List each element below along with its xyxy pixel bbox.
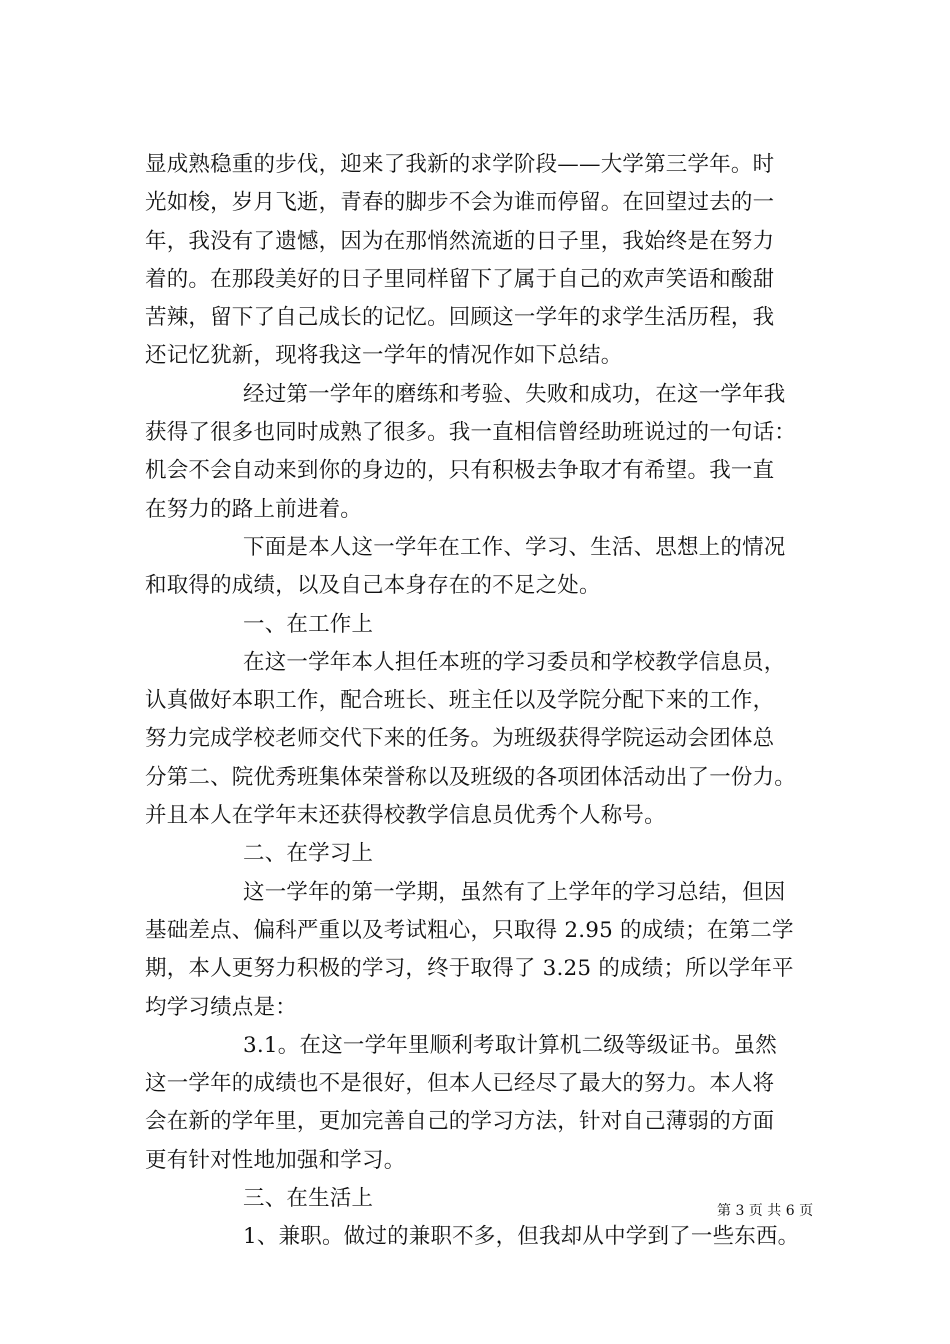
- text-line: 机会不会自动来到你的身边的，只有积极去争取才有希望。我一直: [145, 458, 775, 484]
- text-line: 在这一学年本人担任本班的学习委员和学校教学信息员，: [243, 649, 786, 675]
- text-line: 会在新的学年里，更加完善自己的学习方法，针对自己薄弱的方面: [145, 1109, 775, 1135]
- text-line: 一、在工作上: [243, 611, 374, 637]
- text-line: 经过第一学年的磨练和考验、失败和成功，在这一学年我: [243, 381, 786, 407]
- text-line: 并且本人在学年末还获得校教学信息员优秀个人称号。: [145, 803, 666, 829]
- text-line: 和取得的成绩，以及自己本身存在的不足之处。: [145, 573, 601, 599]
- text-line: 显成熟稳重的步伐，迎来了我新的求学阶段——大学第三学年。时: [145, 152, 775, 177]
- text-line: 这一学年的成绩也不是很好，但本人已经尽了最大的努力。本人将: [145, 1071, 775, 1097]
- text-line: 努力完成学校老师交代下来的任务。为班级获得学院运动会团体总: [145, 726, 775, 752]
- text-line: 年，我没有了遗憾，因为在那悄然流逝的日子里，我始终是在努力: [145, 228, 775, 254]
- text-line: 光如梭，岁月飞逝，青春的脚步不会为谁而停留。在回望过去的一: [145, 190, 775, 216]
- text-line: 二、在学习上: [243, 841, 374, 867]
- page-number-footer: 第 3 页 共 6 页: [717, 1203, 814, 1219]
- text-line: 还记忆犹新，现将我这一学年的情况作如下总结。: [145, 343, 623, 369]
- text-line: 期，本人更努力积极的学习，终于取得了 3.25 的成绩；所以学年平: [145, 956, 794, 982]
- text-line: 苦辣，留下了自己成长的记忆。回顾这一学年的求学生活历程，我: [145, 305, 775, 331]
- text-line: 三、在生活上: [243, 1186, 374, 1212]
- text-line: 着的。在那段美好的日子里同样留下了属于自己的欢声笑语和酸甜: [145, 266, 775, 292]
- text-line: 认真做好本职工作，配合班长、班主任以及学院分配下来的工作，: [145, 688, 775, 714]
- text-line: 获得了很多也同时成熟了很多。我一直相信曾经助班说过的一句话：: [145, 420, 797, 446]
- text-line: 1、兼职。做过的兼职不多，但我却从中学到了一些东西。: [243, 1224, 800, 1250]
- text-line: 基础差点、偏科严重以及考试粗心，只取得 2.95 的成绩；在第二学: [145, 917, 794, 943]
- text-line: 这一学年的第一学期，虽然有了上学年的学习总结，但因: [243, 879, 786, 905]
- body-text: [145, 146, 825, 1257]
- text-line: 分第二、院优秀班集体荣誉称以及班级的各项团体活动出了一份力。: [145, 764, 797, 790]
- text-line: 在努力的路上前进着。: [145, 496, 363, 522]
- text-line: 更有针对性地加强和学习。: [145, 1147, 406, 1173]
- text-line: 3.1。在这一学年里顺利考取计算机二级等级证书。虽然: [243, 1032, 777, 1058]
- text-line: 均学习绩点是：: [145, 994, 297, 1020]
- text-line: 下面是本人这一学年在工作、学习、生活、思想上的情况: [243, 534, 786, 560]
